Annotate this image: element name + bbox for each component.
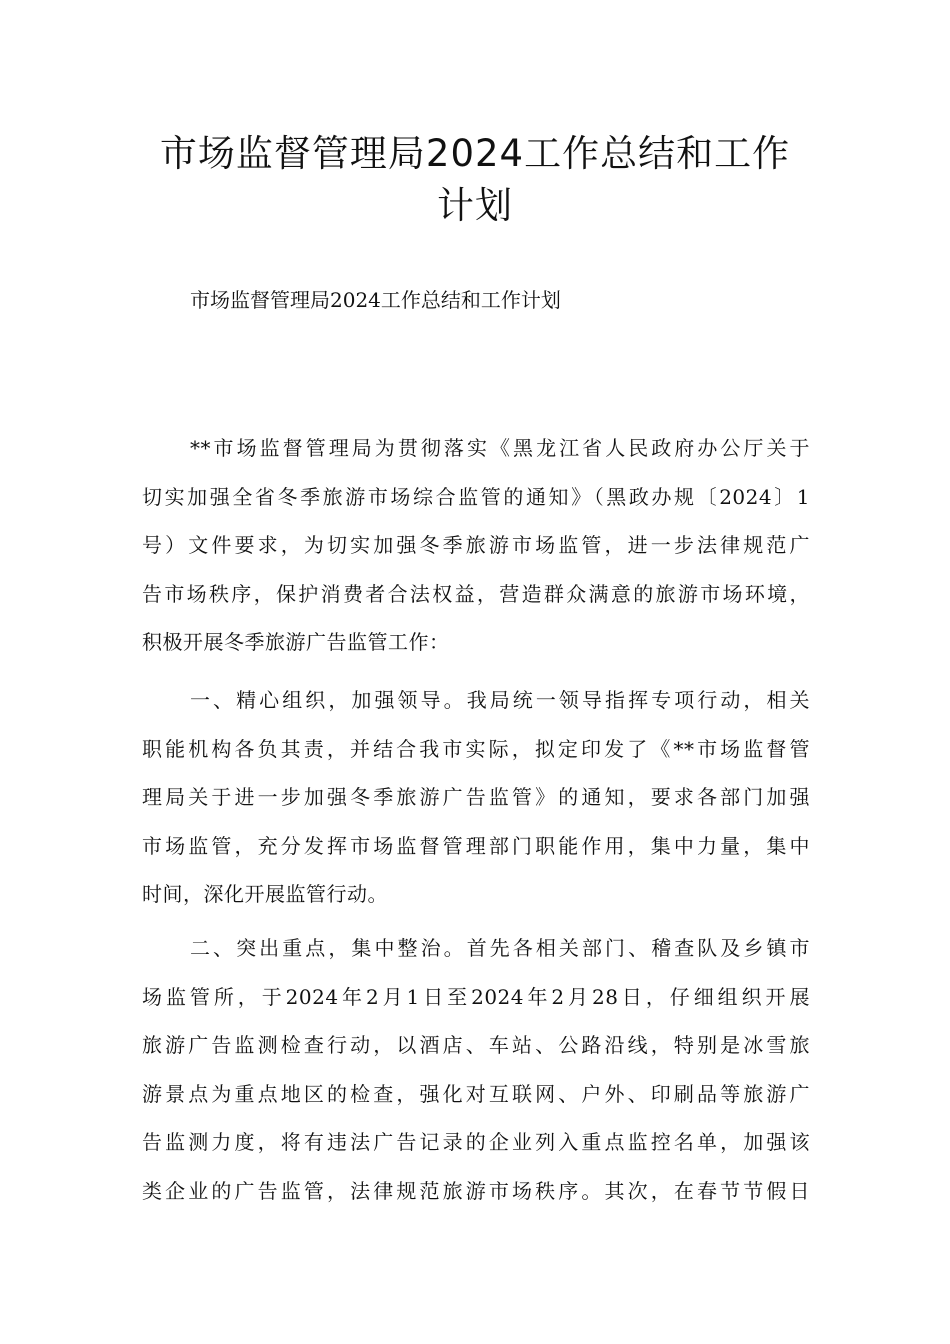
paragraph-line: **市场监督管理局为贯彻落实《黑龙江省人民政府办公厅关于: [190, 436, 810, 460]
document-title-line-1: 市场监督管理局2024工作总结和工作: [159, 132, 791, 175]
paragraph-line: 市场监管，充分发挥市场监督管理部门职能作用，集中力量，集中: [142, 833, 810, 858]
paragraph-line: 告市场秩序，保护消费者合法权益，营造群众满意的旅游市场环境，: [142, 581, 810, 606]
paragraph-line: 号）文件要求，为切实加强冬季旅游市场监管，进一步法律规范广: [142, 533, 810, 558]
paragraph-line: 积极开展冬季旅游广告监管工作：: [142, 630, 450, 655]
paragraph-line: 告监测力度，将有违法广告记录的企业列入重点监控名单，加强该: [142, 1130, 810, 1155]
paragraph-line: 旅游广告监测检查行动，以酒店、车站、公路沿线，特别是冰雪旅: [142, 1033, 810, 1058]
paragraph-line: 二、突出重点，集中整治。首先各相关部门、稽查队及乡镇市: [190, 936, 810, 960]
document-title-line-2: 计划: [437, 184, 513, 227]
document-subtitle: 市场监督管理局2024工作总结和工作计划: [190, 288, 561, 312]
paragraph-line: 理局关于进一步加强冬季旅游广告监管》的通知，要求各部门加强: [142, 785, 810, 810]
paragraph-line: 类企业的广告监管，法律规范旅游市场秩序。其次，在春节节假日: [142, 1178, 810, 1203]
paragraph-section-1: [142, 676, 810, 919]
paragraph-section-2: [142, 924, 810, 1216]
paragraph-line: 职能机构各负其责，并结合我市实际，拟定印发了《**市场监督管: [142, 736, 810, 761]
paragraph-intro: [142, 424, 810, 667]
paragraph-line: 时间，深化开展监管行动。: [142, 882, 388, 907]
paragraph-line: 场监管所，于2024年2月1日至2024年2月28日，仔细组织开展: [142, 984, 810, 1009]
paragraph-line: 切实加强全省冬季旅游市场综合监管的通知》（黑政办规〔2024〕1: [142, 484, 810, 509]
paragraph-line: 游景点为重点地区的检查，强化对互联网、户外、印刷品等旅游广: [142, 1081, 810, 1106]
paragraph-line: 一、精心组织，加强领导。我局统一领导指挥专项行动，相关: [190, 688, 810, 712]
